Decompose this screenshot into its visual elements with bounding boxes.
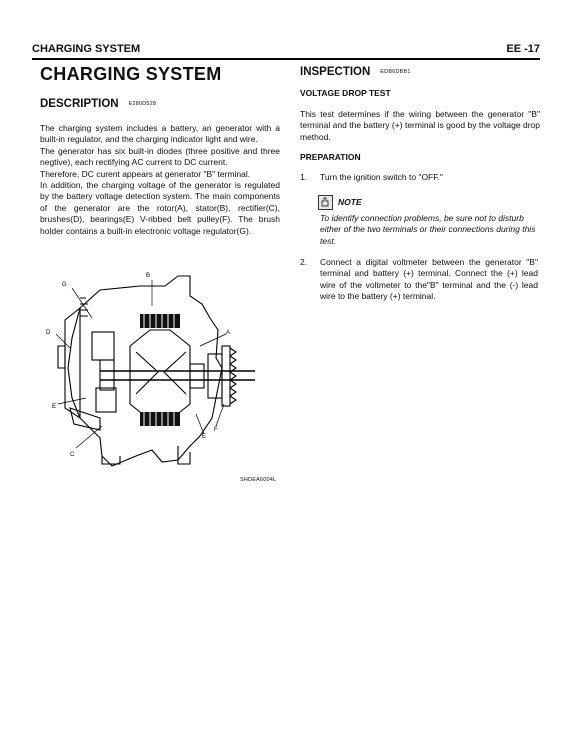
- description-code: E280D528: [128, 100, 157, 107]
- page-title: CHARGING SYSTEM: [40, 64, 222, 84]
- generator-cutaway-figure: [40, 268, 290, 480]
- step-text: Connect a digital voltmeter between the generator "B" terminal and battery (+) terminal. Connect the (+) lead wire of the voltmeter to the"B" terminal and the (-) lead wire to the battery (+) terminal.: [320, 257, 538, 302]
- note-text: To identify connection problems, be sure not to disturb either of the two terminals or their connections during this test.: [320, 213, 536, 246]
- description-paragraph: The charging system includes a battery, an generator with a built-in regulator, and the charging indicator light and wire.: [40, 123, 280, 145]
- figure-label-e-front: E: [202, 434, 207, 440]
- generator-diagram: [40, 268, 290, 480]
- figure-label-f: F: [214, 427, 218, 433]
- page-header: [32, 42, 540, 60]
- figure-label-a: A: [226, 330, 231, 336]
- header-section-title: CHARGING SYSTEM: [32, 43, 141, 55]
- description-body: [40, 123, 280, 237]
- header-page-number: EE -17: [506, 43, 540, 55]
- description-paragraph: The generator has six built-in diodes (three positive and three negtive), each rectifying AC current to DC current.: [40, 145, 280, 168]
- note-icon: [318, 195, 333, 210]
- figure-label-c: C: [70, 452, 75, 458]
- step-number: 1.: [300, 172, 308, 182]
- step-number: 2.: [300, 257, 308, 267]
- step-item: [300, 172, 540, 186]
- note-label: NOTE: [338, 197, 362, 207]
- step-text: Turn the ignition switch to "OFF.": [320, 172, 443, 182]
- description-paragraph: In addition, the charging voltage of the generator is regulated by the battery voltage detection system. The main components of the generator are the rotor(A), stator(B), rectifier(C), brushes(D), bearings(E) V-ribbed belt pulley(F). The brush holder contains a built-in electronic voltage regulator(G).: [40, 180, 280, 236]
- inspection-code: EDB6DBB1: [380, 68, 411, 75]
- figure-caption: SHDEA6004L: [240, 477, 277, 483]
- figure-label-e-rear: E: [52, 404, 57, 410]
- description-paragraph: Therefore, DC curent appears at generator "B" terminal.: [40, 168, 251, 179]
- figure-label-b: B: [146, 273, 151, 279]
- voltage-drop-test-heading: VOLTAGE DROP TEST: [300, 88, 391, 98]
- description-heading-text: DESCRIPTION: [40, 98, 119, 110]
- preparation-heading: PREPARATION: [300, 152, 361, 162]
- note-hand-icon: [319, 196, 332, 209]
- figure-label-g: G: [62, 282, 67, 288]
- step-item: [300, 257, 540, 305]
- inspection-heading: [300, 66, 411, 78]
- figure-label-d: D: [46, 330, 51, 336]
- description-heading: [40, 98, 156, 110]
- inspection-heading-text: INSPECTION: [300, 66, 371, 78]
- inspection-intro: This test determines if the wiring between the generator "B" terminal and the battery (+) terminal is good by the voltage drop method.: [300, 109, 540, 142]
